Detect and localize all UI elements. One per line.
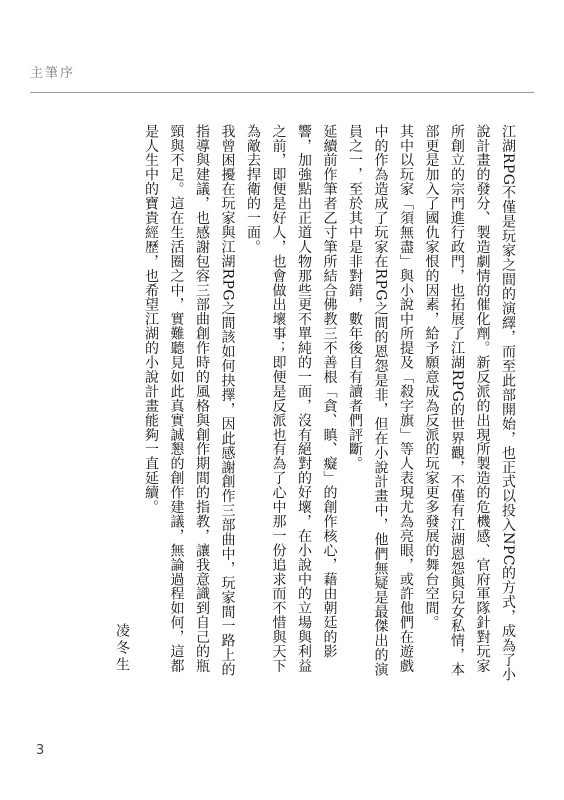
paragraph-3: 延續前作筆者乙寸筆所結合佛教三不善根「貪、瞋、癡」的創作核心，藉由朝廷的影響，加強點出正道人物那些更不單純的一面，沒有絕對的好壞，在小說中的立場與利益之前，即便是好人，也會做出壞事；即便是反派也有為了心中那一份追求而不惜與天下為敵去捍衛的一面。: [245, 124, 338, 674]
author-signature: 凌冬生: [114, 623, 130, 674]
paragraph-1: 江湖RPG不僅是玩家之間的演繹，而至此部開始，也正式以投入NPC的方式，成為了小說計畫的發分、製造劇情的催化劑。新反派的出現所製造的危機感、官府軍隊針對玩家所創立的宗門進行政門，也拓展了江湖RPG的世界觀，不僅有江湖恩怨與兒女私情，本部更是加入了國仇家恨的因素，給予願意成為反派的玩家更多發展的舞台空間。: [423, 124, 516, 682]
section-header: 主筆序: [30, 66, 76, 81]
header-divider: [30, 92, 534, 93]
paragraph-4: 我曾困擾在玩家與江湖RPG之間該如何抉擇，因此感謝創作三部曲中，玩家間一路上的指導與建議，也感謝包容三部曲創作時的風格與創作期間的指教，讓我意識到自己的瓶頸與不足。這在生活圈之中，實難聽見如此真實誠懇的創作建議，無論過程如何，這都是人生中的寶貴經歷，也希望江湖的小說計畫能夠一直延續。: [143, 124, 236, 677]
page-number: 3: [36, 743, 45, 758]
paragraph-2: 其中以玩家「須無盡」與小說中所提及「殺字旗」等人表現尤為亮眼，或許他們在遊戲中的作為造成了玩家在RPG之間的恩怨是非，但在小說計畫中，他們無疑是最傑出的演員之一，至於其中是非對錯，數年後自有讀者們評斷。: [347, 124, 414, 677]
preface-body: [34, 124, 520, 684]
